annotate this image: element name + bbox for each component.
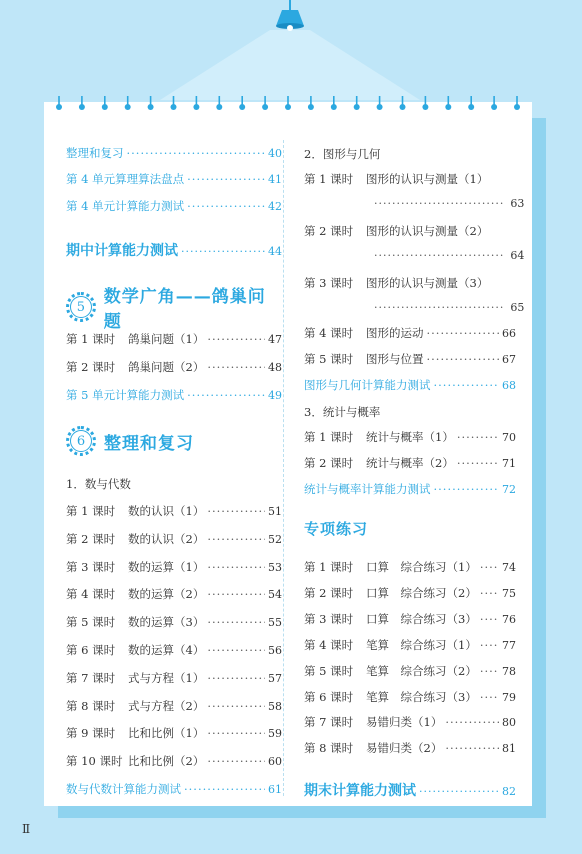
ring-hole [491, 104, 497, 110]
toc-entry[interactable]: 整理和复习 ····· 40 [66, 146, 282, 161]
ring-hole [445, 104, 451, 110]
ring-hole [377, 104, 383, 110]
lamp-illustration [0, 0, 582, 110]
toc-entry[interactable]: 第 1 课时 鸽巢问题（1） ····· 47 [66, 332, 282, 347]
unit-number-badge: 6 [66, 426, 96, 456]
toc-entry[interactable]: 第 8 课时 式与方程（2） ····· 58 [66, 699, 282, 714]
column-divider [283, 140, 284, 796]
ring-hole [239, 104, 245, 110]
toc-entry[interactable]: 第 2 课时 口算 综合练习（2） ····· 75 [304, 586, 516, 601]
unit-6-heading[interactable]: 6 整理和复习 [66, 426, 194, 456]
ring-hole [285, 104, 291, 110]
toc-entry[interactable]: 第 1 课时 统计与概率（1） ····· 70 [304, 430, 516, 445]
ring-hole [468, 104, 474, 110]
ring-hole [216, 104, 222, 110]
section-heading: 1．数与代数 [66, 477, 131, 491]
toc-entry[interactable]: 第 3 课时 数的运算（1） ····· 53 [66, 560, 282, 575]
toc-entry[interactable]: 数与代数计算能力测试 ····· 61 [66, 782, 282, 797]
toc-entry[interactable]: 第 2 课时 数的认识（2） ····· 52 [66, 532, 282, 547]
toc-entry[interactable]: 第 5 课时 数的运算（3） ····· 55 [66, 615, 282, 630]
toc-entry[interactable]: 第 9 课时 比和比例（1） ····· 59 [66, 726, 282, 741]
toc-entry[interactable]: 第 6 课时 笔算 综合练习（3） ····· 79 [304, 690, 516, 705]
toc-entry[interactable]: 第 1 课时 数的认识（1） ····· 51 [66, 504, 282, 519]
toc-entry[interactable]: 第 4 单元计算能力测试 ····· 42 [66, 199, 282, 214]
binder-rings [44, 96, 532, 112]
toc-card [44, 102, 532, 806]
ring-hole [308, 104, 314, 110]
special-practice-heading[interactable]: 专项练习 [304, 520, 369, 538]
ring-hole [56, 104, 62, 110]
ring-hole [422, 104, 428, 110]
toc-entry-continuation[interactable]: ····· 63 [374, 197, 524, 210]
toc-entry[interactable]: 第 7 课时 式与方程（1） ····· 57 [66, 671, 282, 686]
section-heading: 2．图形与几何 [304, 147, 381, 161]
toc-entry[interactable]: 第 5 课时 图形与位置 ····· 67 [304, 352, 516, 367]
final-test-entry[interactable]: 期末计算能力测试 ····· 82 [304, 780, 516, 800]
toc-entry[interactable]: 第 1 课时 口算 综合练习（1） ····· 74 [304, 560, 516, 575]
toc-entry[interactable]: 第 4 课时 数的运算（2） ····· 54 [66, 587, 282, 602]
unit-5-heading[interactable]: 5 数学广角——鸽巢问题 [66, 282, 282, 332]
page-number: Ⅱ [22, 822, 31, 836]
toc-entry[interactable]: 第 4 课时 图形的运动 ····· 66 [304, 326, 516, 341]
toc-entry[interactable]: 第 2 课时 统计与概率（2） ····· 71 [304, 456, 516, 471]
toc-entry[interactable]: 第 7 课时 易错归类（1） ····· 80 [304, 715, 516, 730]
toc-entry[interactable]: 图形与几何计算能力测试 ····· 68 [304, 378, 516, 393]
toc-entry[interactable]: 第 4 单元算理算法盘点 ····· 41 [66, 172, 282, 187]
toc-entry-continuation[interactable]: ····· 64 [374, 249, 524, 262]
ring-hole [262, 104, 268, 110]
toc-entry[interactable]: 第 8 课时 易错归类（2） ····· 81 [304, 741, 516, 756]
section-heading: 3．统计与概率 [304, 405, 381, 419]
toc-entry[interactable]: 第 3 课时 口算 综合练习（3） ····· 76 [304, 612, 516, 627]
toc-entry[interactable]: 第 3 课时 图形的认识与测量（3） [304, 276, 489, 290]
ring-hole [102, 104, 108, 110]
ring-hole [171, 104, 177, 110]
ring-hole [193, 104, 199, 110]
unit-number-badge: 5 [66, 292, 96, 322]
ring-hole [125, 104, 131, 110]
toc-entry[interactable]: 第 2 课时 图形的认识与测量（2） [304, 224, 489, 238]
midterm-test-entry[interactable]: 期中计算能力测试 ····· 44 [66, 240, 282, 260]
toc-entry[interactable]: 统计与概率计算能力测试 ····· 72 [304, 482, 516, 497]
ring-hole [79, 104, 85, 110]
ring-hole [400, 104, 406, 110]
ring-hole [148, 104, 154, 110]
toc-entry[interactable]: 第 2 课时 鸽巢问题（2） ····· 48 [66, 360, 282, 375]
ring-hole [331, 104, 337, 110]
ring-hole [514, 104, 520, 110]
toc-entry[interactable]: 第 4 课时 笔算 综合练习（1） ····· 77 [304, 638, 516, 653]
toc-entry[interactable]: 第 5 单元计算能力测试 ····· 49 [66, 388, 282, 403]
toc-entry[interactable]: 第 1 课时 图形的认识与测量（1） [304, 172, 489, 186]
toc-entry[interactable]: 第 5 课时 笔算 综合练习（2） ····· 78 [304, 664, 516, 679]
toc-entry[interactable]: 第 10 课时 比和比例（2） ····· 60 [66, 754, 282, 769]
ring-hole [354, 104, 360, 110]
toc-entry[interactable]: 第 6 课时 数的运算（4） ····· 56 [66, 643, 282, 658]
toc-entry-continuation[interactable]: ····· 65 [374, 301, 524, 314]
